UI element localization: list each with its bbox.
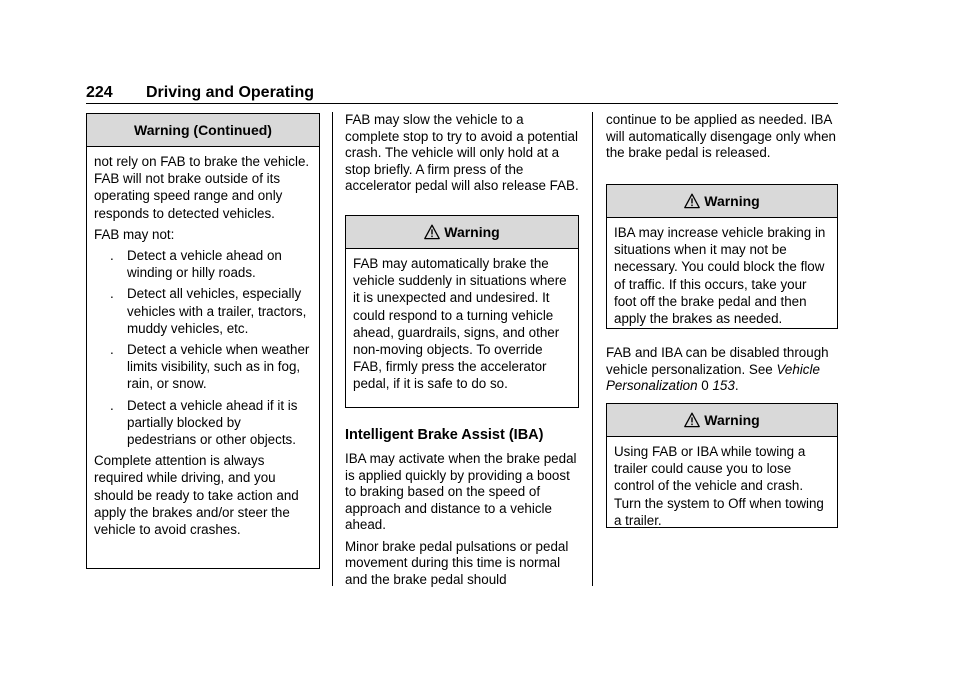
towing-warning-text: Using FAB or IBA while towing a trailer could cause you to lose control of the vehicle and crash. Turn the system to Off when towing a trailer. — [614, 444, 824, 528]
warning-continued-para3: Complete attention is always required while driving, and you should be ready to take action and apply the brakes and/or steer the vehicle to avoid crashes. — [94, 453, 299, 538]
period: . — [734, 378, 739, 393]
iba-continue-paragraph: continue to be applied as needed. IBA will automatically disengage only when the brake pedal is released. — [606, 112, 837, 160]
page-ref-number[interactable]: 153 — [712, 378, 735, 393]
towing-warning-title: Warning — [704, 412, 760, 428]
fab-limitations-list — [94, 247, 312, 448]
page-number: 224 — [86, 84, 113, 101]
iba-para1: IBA may activate when the brake pedal is applied quickly by providing a boost to braking based on the speed of approach and distance to a vehicle ahead. — [345, 451, 577, 532]
iba-warning-title: Warning — [704, 193, 760, 209]
fab-warning-title: Warning — [444, 224, 500, 240]
list-item: . Detect a vehicle ahead if it is partially blocked by pedestrians or other objects. — [110, 397, 298, 448]
iba-warning-text: IBA may increase vehicle braking in situations when it may not be necessary. You could block the flow of traffic. If this occurs, take your foot off the brake pedal and then apply the brakes as needed. — [614, 225, 826, 327]
towing-warning-box — [606, 403, 838, 528]
warning-continued-para2: FAB may not: — [94, 226, 175, 242]
warning-continued-box — [86, 113, 320, 569]
header-rule — [86, 103, 838, 104]
vehicle-personalization-link[interactable]: Vehicle Personalization — [606, 361, 820, 393]
col2-intro — [345, 112, 579, 200]
column-divider-2 — [592, 112, 593, 586]
warning-continued-para1: not rely on FAB to brake the vehicle. FAB will not brake outside of its operating speed range and only responds to detected vehicles. — [94, 154, 310, 221]
page-header — [86, 84, 838, 104]
col3-intro — [606, 112, 840, 167]
iba-warning-body — [607, 218, 837, 327]
list-item: . Detect all vehicles, especially vehicles with a trailer, tractors, muddy vehicles, etc. — [110, 286, 307, 336]
iba-warning-box — [606, 184, 838, 329]
warning-icon — [424, 224, 440, 240]
col2-body — [345, 451, 581, 593]
towing-warning-body — [607, 437, 837, 529]
disable-text: FAB and IBA can be disabled through vehicle personalization. See — [606, 345, 829, 377]
col3-disable-paragraph — [606, 345, 840, 400]
list-item: . Detect a vehicle when weather limits visibility, such as in fog, rain, or snow. — [110, 342, 310, 392]
iba-warning-header — [607, 185, 837, 218]
towing-warning-header — [607, 404, 837, 437]
warning-continued-body — [87, 147, 319, 538]
fab-warning-text: FAB may automatically brake the vehicle suddenly in situations where it is unexpected and undesired. It could respond to a turning vehicle ahead, guardrails, signs, and other non-moving objects. To override FAB, firmly press the accelerator pedal, if it is safe to do so. — [353, 256, 567, 392]
iba-para2: Minor brake pedal pulsations or pedal movement during this time is normal and the brake pedal should — [345, 538, 569, 587]
fab-warning-header — [346, 216, 578, 249]
column-divider-1 — [332, 112, 333, 586]
fab-warning-body — [346, 249, 578, 393]
page-ref-arrow-icon: 0 — [701, 378, 709, 393]
iba-heading: Intelligent Brake Assist (IBA) — [345, 427, 544, 443]
fab-stop-paragraph: FAB may slow the vehicle to a complete stop to try to avoid a potential crash. The vehicle will only hold at a stop briefly. A firm press of the accelerator pedal will also release FAB. — [345, 112, 579, 193]
disable-paragraph — [606, 345, 840, 395]
warning-icon — [684, 193, 700, 209]
page-title: Driving and Operating — [146, 84, 315, 101]
list-item: . Detect a vehicle ahead on winding or hilly roads. — [110, 248, 282, 281]
fab-warning-box — [345, 215, 579, 408]
warning-icon — [684, 412, 700, 428]
warning-continued-title: Warning (Continued) — [87, 114, 319, 147]
